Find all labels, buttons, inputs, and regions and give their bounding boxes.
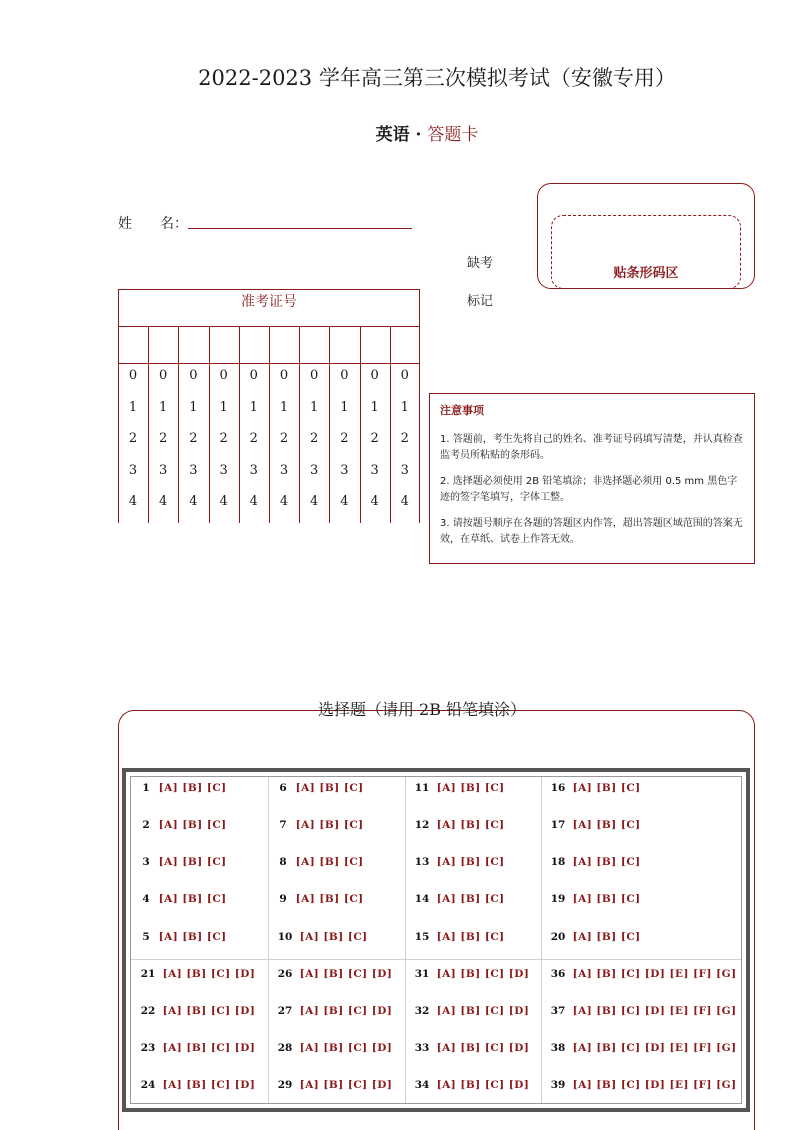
answer-options[interactable]: [A] [B] [C] [D] <box>436 968 530 980</box>
exam-id-digit-bubble[interactable]: 3 <box>310 462 319 478</box>
exam-id-digit-bubble[interactable]: 2 <box>128 431 138 446</box>
exam-id-digit-bubble[interactable]: 4 <box>159 494 168 509</box>
question-row[interactable] <box>137 893 227 905</box>
answer-grid-inner <box>130 776 742 1104</box>
question-row[interactable] <box>411 1079 529 1091</box>
answer-options[interactable]: [A] [B] [C] [D] [E] [F] [G] <box>572 1005 737 1017</box>
exam-id-digit-bubble[interactable]: 0 <box>159 368 168 383</box>
note-item: 2. 选择题必须使用 2B 铅笔填涂；非选择题必须用 0.5 mm 黑色字迹的签字笔填写，字体工整。 <box>440 476 738 503</box>
answer-grid <box>122 768 750 1112</box>
exam-id-digit-bubble[interactable]: 1 <box>310 399 319 415</box>
answer-options[interactable]: [A] [B] [C] <box>572 893 641 905</box>
name-label: 姓 名： <box>118 216 188 232</box>
exam-id-digit-bubble[interactable]: 3 <box>400 462 409 478</box>
exam-id-digit-bubble[interactable]: 3 <box>249 462 258 478</box>
answer-options[interactable]: [A] [B] [C] <box>436 782 505 794</box>
question-number: 26 <box>277 968 293 980</box>
barcode-label: 贴条形码区 <box>613 266 679 281</box>
question-row[interactable] <box>547 1042 737 1054</box>
exam-id-digit-bubble[interactable]: 3 <box>370 462 379 478</box>
exam-id-digit-bubble[interactable]: 1 <box>249 399 258 415</box>
question-row[interactable] <box>547 1005 737 1017</box>
question-row[interactable] <box>547 968 737 980</box>
answer-options[interactable]: [A] [B] [C] <box>436 893 505 905</box>
answer-options[interactable]: [A] [B] [C] [D] [E] [F] [G] <box>572 1079 737 1091</box>
question-number: 7 <box>279 819 287 831</box>
answer-options[interactable]: [A] [B] [C] <box>299 931 368 943</box>
question-number: 15 <box>414 931 430 943</box>
question-row[interactable] <box>274 893 364 905</box>
answer-column-divider <box>405 777 406 1103</box>
question-number: 33 <box>414 1042 430 1054</box>
exam-id-digit-bubble[interactable]: 1 <box>340 399 349 415</box>
question-number: 37 <box>550 1005 566 1017</box>
question-number: 1 <box>142 782 150 794</box>
answer-block-divider <box>131 959 741 960</box>
question-number: 31 <box>414 968 430 980</box>
answer-column-divider <box>268 777 269 1103</box>
question-row[interactable] <box>411 931 505 943</box>
answer-options[interactable]: [A] [B] [C] [D] <box>299 1042 393 1054</box>
question-row[interactable] <box>547 931 641 943</box>
answer-options[interactable]: [A] [B] [C] [D] <box>162 1005 256 1017</box>
exam-id-digit-bubble[interactable]: 0 <box>279 368 289 383</box>
answer-column-divider <box>541 777 542 1103</box>
question-number: 10 <box>277 931 293 943</box>
question-row[interactable] <box>274 1042 392 1054</box>
question-row[interactable] <box>274 931 368 943</box>
question-number: 23 <box>140 1042 156 1054</box>
question-row[interactable] <box>274 856 364 868</box>
answer-options[interactable]: [A] [B] [C] <box>572 782 641 794</box>
question-row[interactable] <box>137 1005 255 1017</box>
answer-options[interactable]: [A] [B] [C] <box>295 819 364 831</box>
question-row[interactable] <box>411 856 505 868</box>
answer-options[interactable]: [A] [B] [C] <box>436 819 505 831</box>
answer-options[interactable]: [A] [B] [C] <box>436 931 505 943</box>
answer-options[interactable]: [A] [B] [C] [D] <box>436 1042 530 1054</box>
answer-options[interactable]: [A] [B] [C] <box>158 782 227 794</box>
question-number: 6 <box>279 782 287 794</box>
exam-id-digit-bubble[interactable]: 2 <box>279 431 289 446</box>
answer-options[interactable]: [A] [B] [C] [D] <box>299 1079 393 1091</box>
question-number: 29 <box>277 1079 293 1091</box>
answer-options[interactable]: [A] [B] [C] [D] [E] [F] [G] <box>572 968 737 980</box>
exam-id-digit-bubble[interactable]: 4 <box>400 494 409 509</box>
question-number: 3 <box>142 856 150 868</box>
question-row[interactable] <box>411 968 529 980</box>
question-number: 4 <box>142 893 150 905</box>
question-row[interactable] <box>547 819 641 831</box>
question-number: 32 <box>414 1005 430 1017</box>
answer-options[interactable]: [A] [B] [C] <box>572 819 641 831</box>
question-row[interactable] <box>137 856 227 868</box>
question-row[interactable] <box>137 1079 255 1091</box>
exam-id-digit-bubble[interactable]: 2 <box>219 431 228 446</box>
question-number: 8 <box>279 856 287 868</box>
answer-options[interactable]: [A] [B] [C] <box>158 931 227 943</box>
exam-id-digit-bubble[interactable]: 3 <box>189 462 198 478</box>
question-number: 18 <box>550 856 566 868</box>
notes-title: 注意事项 <box>440 404 484 417</box>
question-row[interactable] <box>274 968 392 980</box>
exam-id-digit-bubble[interactable]: 4 <box>128 494 138 509</box>
question-number: 11 <box>414 782 430 794</box>
exam-id-digit-bubble[interactable]: 4 <box>279 494 289 509</box>
answer-options[interactable]: [A] [B] [C] <box>572 856 641 868</box>
answer-options[interactable]: [A] [B] [C] [D] <box>162 1042 256 1054</box>
question-number: 20 <box>550 931 566 943</box>
answer-options[interactable]: [A] [B] [C] <box>158 856 227 868</box>
question-row[interactable] <box>547 782 641 794</box>
answer-options[interactable]: [A] [B] [C] <box>572 931 641 943</box>
answer-options[interactable]: [A] [B] [C] <box>295 893 364 905</box>
question-number: 5 <box>142 931 150 943</box>
answer-options[interactable]: [A] [B] [C] [D] <box>299 1005 393 1017</box>
exam-id-grid <box>118 289 420 523</box>
question-row[interactable] <box>547 893 641 905</box>
question-row[interactable] <box>274 1005 392 1017</box>
answer-options[interactable]: [A] [B] [C] <box>295 856 364 868</box>
exam-id-digit-bubble[interactable]: 1 <box>189 399 198 415</box>
exam-id-digit-bubble[interactable]: 1 <box>159 399 168 415</box>
question-number: 36 <box>550 968 566 980</box>
question-row[interactable] <box>137 968 255 980</box>
question-row[interactable] <box>137 931 227 943</box>
answer-options[interactable]: [A] [B] [C] [D] [E] [F] [G] <box>572 1042 737 1054</box>
absent-mark-label-1: 缺考 <box>467 256 494 271</box>
question-number: 24 <box>140 1079 156 1091</box>
question-row[interactable] <box>137 819 227 831</box>
exam-id-digit-bubble[interactable]: 2 <box>249 431 258 446</box>
exam-id-digit-bubble[interactable]: 1 <box>370 399 379 415</box>
question-row[interactable] <box>274 1079 392 1091</box>
exam-id-digit-bubble[interactable]: 1 <box>279 399 289 415</box>
exam-id-digit-bubble[interactable]: 0 <box>128 368 138 383</box>
question-row[interactable] <box>411 782 505 794</box>
answer-options[interactable]: [A] [B] [C] [D] <box>299 968 393 980</box>
question-number: 17 <box>550 819 566 831</box>
question-row[interactable] <box>547 856 641 868</box>
question-number: 16 <box>550 782 566 794</box>
name-field[interactable] <box>188 228 412 229</box>
exam-id-digit-bubble[interactable]: 4 <box>249 494 258 509</box>
exam-id-digit-bubble[interactable]: 0 <box>219 368 228 383</box>
exam-id-digit-bubble[interactable]: 0 <box>400 368 409 383</box>
question-number: 28 <box>277 1042 293 1054</box>
exam-id-digit-bubble[interactable]: 3 <box>279 462 289 478</box>
subject-separator: · <box>409 125 428 145</box>
question-number: 22 <box>140 1005 156 1017</box>
answer-options[interactable]: [A] [B] [C] [D] <box>162 1079 256 1091</box>
answer-options[interactable]: [A] [B] [C] [D] <box>436 1079 530 1091</box>
subject-heading <box>0 120 794 145</box>
exam-id-digit-bubble[interactable]: 3 <box>340 462 349 478</box>
question-number: 34 <box>414 1079 430 1091</box>
subject-name: 英语 <box>375 125 410 145</box>
question-number: 19 <box>550 893 566 905</box>
exam-id-label: 准考证号 <box>118 289 420 327</box>
exam-id-digit-bubble[interactable]: 4 <box>219 494 228 509</box>
card-label: 答题卡 <box>427 125 479 145</box>
exam-id-digit-bubble[interactable]: 4 <box>310 494 319 509</box>
exam-id-digit-bubble[interactable]: 1 <box>219 399 228 415</box>
exam-id-digit-bubble[interactable]: 1 <box>128 399 138 415</box>
question-row[interactable] <box>411 1005 529 1017</box>
exam-id-digit-bubble[interactable]: 2 <box>159 431 168 446</box>
question-number: 38 <box>550 1042 566 1054</box>
question-row[interactable] <box>411 1042 529 1054</box>
question-row[interactable] <box>137 1042 255 1054</box>
exam-id-digit-bubble[interactable]: 2 <box>310 431 319 446</box>
page-title: 2022-2023 学年高三第三次模拟考试（安徽专用） <box>198 66 676 90</box>
answer-options[interactable]: [A] [B] [C] <box>436 856 505 868</box>
exam-id-digit-bubble[interactable]: 2 <box>370 431 379 446</box>
question-number: 2 <box>142 819 150 831</box>
question-row[interactable] <box>411 893 505 905</box>
note-item: 1. 答题前，考生先将自己的姓名、准考证号码填写清楚，并认真检查监考员所粘贴的条形码。 <box>440 434 743 461</box>
question-number: 9 <box>279 893 287 905</box>
answer-options[interactable]: [A] [B] [C] [D] <box>436 1005 530 1017</box>
answer-options[interactable]: [A] [B] [C] <box>158 893 227 905</box>
question-number: 27 <box>277 1005 293 1017</box>
exam-id-digit-bubble[interactable]: 0 <box>370 368 379 383</box>
absent-mark-label-2: 标记 <box>467 294 494 309</box>
exam-id-digit-bubble[interactable]: 0 <box>310 368 319 383</box>
question-row[interactable] <box>137 782 227 794</box>
question-row[interactable] <box>274 782 364 794</box>
exam-id-digit-bubble[interactable]: 0 <box>189 368 198 383</box>
answer-options[interactable]: [A] [B] [C] [D] <box>162 968 256 980</box>
question-number: 12 <box>414 819 430 831</box>
exam-id-digit-bubble[interactable]: 0 <box>249 368 258 383</box>
exam-id-digit-bubble[interactable]: 2 <box>189 431 198 446</box>
answer-options[interactable]: [A] [B] [C] <box>158 819 227 831</box>
exam-id-digit-bubble[interactable]: 3 <box>128 462 138 478</box>
exam-id-digit-bubble[interactable]: 4 <box>189 494 198 509</box>
exam-id-digit-bubble[interactable]: 2 <box>400 431 409 446</box>
answer-options[interactable]: [A] [B] [C] <box>295 782 364 794</box>
notes-panel <box>429 393 755 564</box>
question-row[interactable] <box>274 819 364 831</box>
question-row[interactable] <box>547 1079 737 1091</box>
exam-id-digit-bubble[interactable]: 3 <box>219 462 228 478</box>
question-number: 13 <box>414 856 430 868</box>
exam-id-digit-bubble[interactable]: 2 <box>340 431 349 446</box>
question-row[interactable] <box>411 819 505 831</box>
choice-section-title: 选择题（请用 2B 铅笔填涂） <box>317 700 527 719</box>
exam-id-digit-bubble[interactable]: 4 <box>340 494 349 509</box>
question-number: 39 <box>550 1079 566 1091</box>
question-number: 14 <box>414 893 430 905</box>
question-number: 21 <box>140 968 156 980</box>
exam-id-digit-bubble[interactable]: 3 <box>159 462 168 478</box>
exam-id-digit-bubble[interactable]: 1 <box>400 399 409 415</box>
exam-id-digit-bubble[interactable]: 0 <box>340 368 349 383</box>
note-item: 3. 请按题号顺序在各题的答题区内作答，超出答题区域范围的答案无效，在草纸、试卷上作答无效。 <box>440 518 743 545</box>
exam-id-digit-bubble[interactable]: 4 <box>370 494 379 509</box>
